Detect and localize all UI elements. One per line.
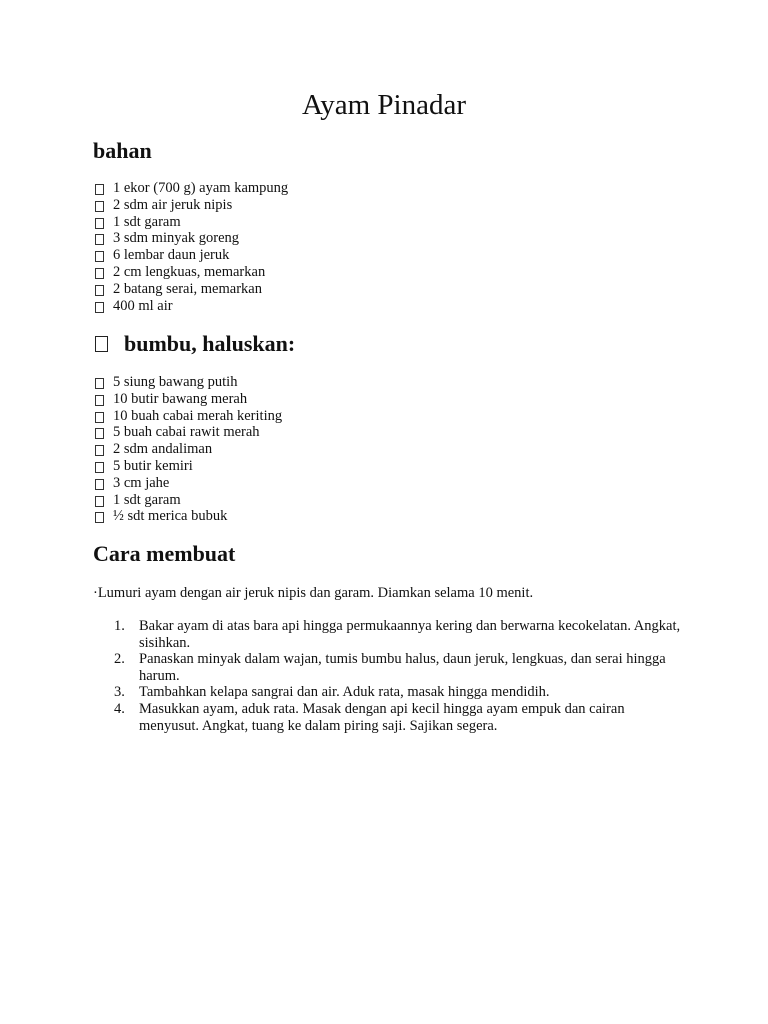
list-item-text: 5 butir kemiri: [113, 457, 193, 474]
section-heading-bumbu-text: bumbu, haluskan:: [124, 331, 296, 356]
square-bullet-icon: [95, 336, 108, 352]
section-heading-bumbu: [93, 330, 295, 358]
square-bullet-icon: [95, 512, 104, 523]
step-number: 2.: [114, 651, 125, 668]
list-item: [93, 408, 282, 425]
list-item-text: 2 cm lengkuas, memarkan: [113, 263, 266, 280]
step-number: 1.: [114, 618, 125, 634]
step-item: [93, 618, 683, 651]
list-item-text: ½ sdt merica bubuk: [113, 508, 228, 525]
list-item: [93, 264, 288, 281]
square-bullet-icon: [95, 428, 104, 439]
square-bullet-icon: [95, 234, 104, 245]
list-item: [93, 180, 288, 197]
section-heading-bahan: bahan: [93, 138, 152, 163]
square-bullet-icon: [95, 302, 104, 313]
square-bullet-icon: [95, 445, 104, 456]
list-item: [93, 475, 282, 492]
section-heading-cara-membuat: Cara membuat: [93, 541, 236, 566]
ingredient-list-bahan: [93, 180, 288, 314]
instruction-intro: ·Lumuri ayam dengan air jeruk nipis dan garam. Diamkan selama 10 menit.: [93, 585, 534, 601]
step-text: Panaskan minyak dalam wajan, tumis bumbu halus, daun jeruk, lengkuas, dan serai hingga harum.: [139, 651, 666, 684]
square-bullet-icon: [95, 378, 104, 389]
list-item-text: 400 ml air: [113, 297, 173, 314]
list-item: [93, 424, 282, 441]
square-bullet-icon: [95, 395, 104, 406]
step-item: [93, 651, 683, 684]
list-item: [93, 298, 288, 315]
list-item: [93, 230, 288, 247]
list-item: [93, 281, 288, 298]
list-item: [93, 197, 288, 214]
square-bullet-icon: [95, 496, 104, 507]
square-bullet-icon: [95, 218, 104, 229]
step-number: 3.: [114, 684, 125, 701]
list-item-text: 1 ekor (700 g) ayam kampung: [113, 180, 289, 196]
list-item-text: 10 butir bawang merah: [113, 390, 248, 407]
instruction-steps: [93, 618, 683, 734]
list-item-text: 1 sdt garam: [113, 213, 181, 230]
list-item-text: 5 buah cabai rawit merah: [113, 424, 260, 441]
square-bullet-icon: [95, 268, 104, 279]
list-item-text: 3 sdm minyak goreng: [113, 230, 240, 247]
list-item: [93, 492, 282, 509]
list-item-text: 3 cm jahe: [113, 474, 170, 491]
list-item: [93, 391, 282, 408]
list-item-text: 5 siung bawang putih: [113, 374, 238, 390]
list-item: [93, 458, 282, 475]
step-text: Bakar ayam di atas bara api hingga permukaannya kering dan berwarna kecokelatan. Angkat, sisihkan.: [139, 618, 681, 651]
list-item: [93, 441, 282, 458]
square-bullet-icon: [95, 285, 104, 296]
list-item-text: 2 batang serai, memarkan: [113, 280, 262, 297]
square-bullet-icon: [95, 479, 104, 490]
page-title: Ayam Pinadar: [301, 89, 467, 121]
square-bullet-icon: [95, 184, 104, 195]
list-item: [93, 214, 288, 231]
ingredient-list-bumbu: [93, 374, 282, 525]
list-item: [93, 508, 282, 525]
step-item: [93, 701, 683, 734]
step-number: 4.: [114, 700, 125, 717]
list-item-text: 1 sdt garam: [113, 491, 181, 508]
list-item-text: 2 sdm air jeruk nipis: [113, 196, 233, 213]
step-text: Tambahkan kelapa sangrai dan air. Aduk rata, masak hingga mendidih.: [139, 684, 550, 701]
square-bullet-icon: [95, 251, 104, 262]
list-item-text: 2 sdm andaliman: [113, 441, 213, 458]
square-bullet-icon: [95, 201, 104, 212]
list-item-text: 10 buah cabai merah keriting: [113, 407, 283, 424]
list-item-text: 6 lembar daun jeruk: [113, 247, 230, 264]
step-text: Masukkan ayam, aduk rata. Masak dengan api kecil hingga ayam empuk dan cairan menyusut. Angkat, tuang ke dalam piring saji. Sajikan segera.: [139, 700, 625, 734]
list-item: [93, 247, 288, 264]
square-bullet-icon: [95, 412, 104, 423]
step-item: [93, 684, 683, 701]
square-bullet-icon: [95, 462, 104, 473]
list-item: [93, 374, 282, 391]
